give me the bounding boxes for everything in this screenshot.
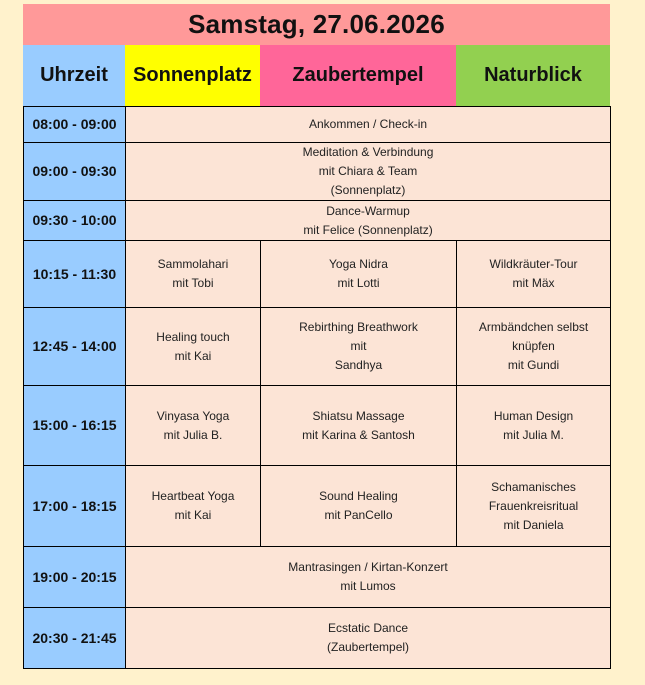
event-cell-naturblick <box>457 466 611 547</box>
event-cell <box>126 608 611 669</box>
schedule-sheet <box>23 4 610 669</box>
cell-text-line: mit PanCello <box>324 508 393 522</box>
schedule-table <box>23 106 611 669</box>
event-cell-zaubertempel <box>261 308 457 386</box>
table-row <box>24 466 611 547</box>
cell-text-line: Vinyasa Yoga <box>156 408 230 423</box>
cell-text-line: Armbändchen selbst <box>478 320 589 334</box>
cell-text-line: mit Felice (Sonnenplatz) <box>303 222 433 237</box>
event-cell-zaubertempel <box>261 466 457 547</box>
cell-text-line: Yoga Nidra <box>329 257 388 271</box>
header-naturblick: Naturblick <box>456 45 610 106</box>
time-cell: 09:30 - 10:00 <box>24 201 126 241</box>
time-cell: 10:15 - 11:30 <box>24 241 126 308</box>
cell-text-line: Human Design <box>493 408 574 423</box>
cell-text-line: (Sonnenplatz) <box>330 183 406 197</box>
header-uhrzeit: Uhrzeit <box>23 45 125 106</box>
cell-text-line: Healing touch <box>156 329 230 344</box>
cell-text-line: knüpfen <box>512 339 555 353</box>
header-zaubertempel: Zaubertempel <box>260 45 456 106</box>
time-cell: 20:30 - 21:45 <box>24 608 126 669</box>
event-cell <box>126 143 611 201</box>
table-row <box>24 386 611 466</box>
event-cell-naturblick <box>457 386 611 466</box>
time-cell: 15:00 - 16:15 <box>24 386 126 466</box>
event-cell <box>126 547 611 608</box>
table-row <box>24 547 611 608</box>
cell-text-line: mit Kai <box>174 348 212 363</box>
cell-text-line: Dance-Warmup <box>326 203 410 218</box>
event-cell <box>126 201 611 241</box>
event-cell-naturblick <box>457 308 611 386</box>
event-cell <box>126 107 611 143</box>
table-row <box>24 201 611 241</box>
event-cell-sonnenplatz <box>126 241 261 308</box>
cell-text-line: Schamanisches <box>491 479 576 494</box>
cell-text-line: mit Karina & Santosh <box>302 427 415 442</box>
table-row <box>24 241 611 308</box>
event-cell-sonnenplatz <box>126 386 261 466</box>
cell-text-line: mit Mäx <box>512 276 555 290</box>
cell-text-line: Mantrasingen / Kirtan-Konzert <box>288 560 448 574</box>
table-row <box>24 107 611 143</box>
cell-text-line: Ecstatic Dance <box>327 621 409 635</box>
cell-text-line: Rebirthing Breathwork <box>299 320 418 334</box>
table-row <box>24 608 611 669</box>
column-header-row <box>23 45 610 106</box>
cell-text-line: Sammolahari <box>157 257 229 271</box>
cell-text-line: mit Daniela <box>503 517 564 532</box>
cell-text-line: mit Kai <box>174 508 212 522</box>
time-cell: 12:45 - 14:00 <box>24 308 126 386</box>
table-row <box>24 143 611 201</box>
time-cell: 19:00 - 20:15 <box>24 547 126 608</box>
cell-text-line: mit Julia B. <box>163 427 223 442</box>
header-sonnenplatz: Sonnenplatz <box>125 45 260 106</box>
cell-text-line: mit Tobi <box>172 276 214 290</box>
cell-text-line: Sound Healing <box>319 489 398 503</box>
cell-text-line: Heartbeat Yoga <box>151 489 235 503</box>
cell-text-line: Frauenkreisritual <box>488 498 579 513</box>
event-cell-zaubertempel <box>261 241 457 308</box>
cell-text-line: mit Chiara & Team <box>318 164 418 178</box>
cell-text-line: Shiatsu Massage <box>312 408 405 423</box>
cell-text-line: Wildkräuter-Tour <box>489 257 578 271</box>
table-row <box>24 308 611 386</box>
cell-text-line: Meditation & Verbindung <box>302 145 434 159</box>
event-cell-naturblick <box>457 241 611 308</box>
event-cell-sonnenplatz <box>126 308 261 386</box>
time-cell: 09:00 - 09:30 <box>24 143 126 201</box>
page-title: Samstag, 27.06.2026 <box>23 4 610 45</box>
cell-text-line: mit Lotti <box>337 276 380 290</box>
time-cell: 17:00 - 18:15 <box>24 466 126 547</box>
cell-text-line: (Zaubertempel) <box>327 640 410 654</box>
cell-text-line: Sandhya <box>334 358 383 372</box>
event-cell-zaubertempel <box>261 386 457 466</box>
cell-text-line: mit <box>350 339 367 353</box>
cell-text-line: mit Gundi <box>507 358 560 372</box>
time-cell: 08:00 - 09:00 <box>24 107 126 143</box>
cell-text-line: Ankommen / Check-in <box>308 117 428 131</box>
cell-text-line: mit Lumos <box>340 579 396 593</box>
event-cell-sonnenplatz <box>126 466 261 547</box>
cell-text-line: mit Julia M. <box>503 427 564 442</box>
